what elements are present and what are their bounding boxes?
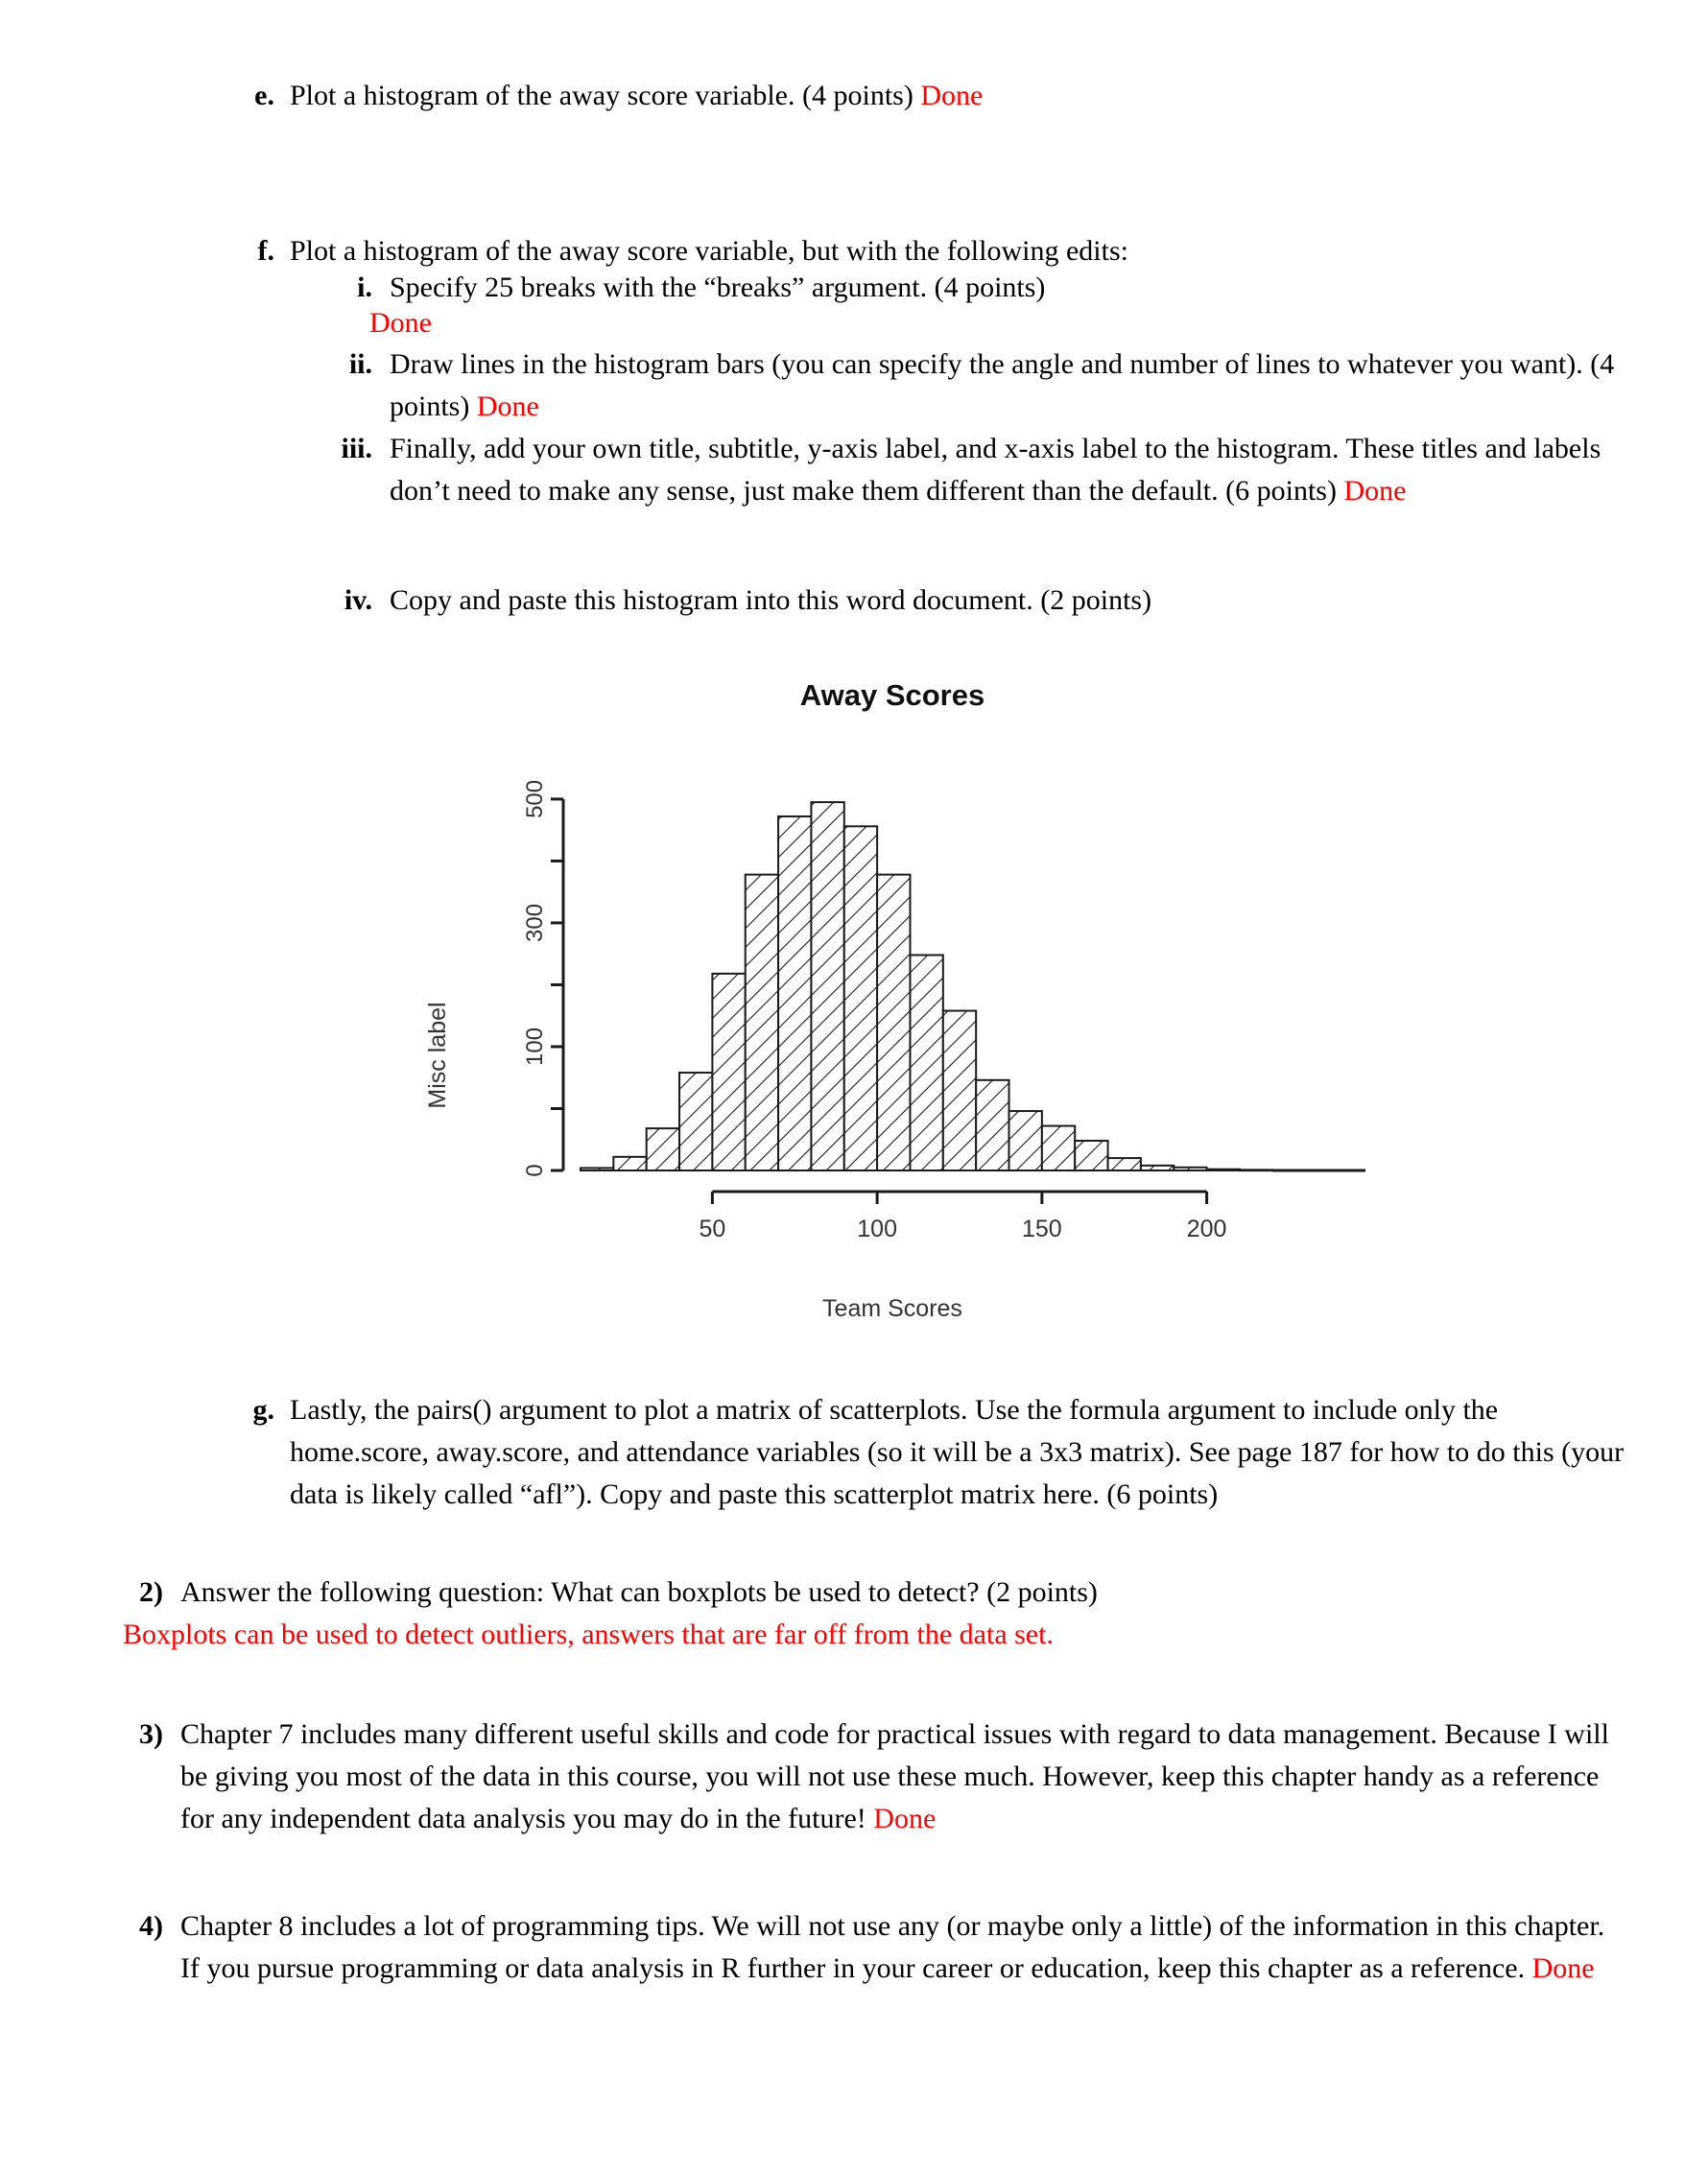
answer-f-iii: Done (1343, 475, 1407, 507)
list-text-4 (180, 1905, 1620, 1990)
histogram-bar (1042, 1126, 1075, 1170)
histogram-bar (712, 974, 745, 1170)
list-item-f-ii (317, 343, 1631, 428)
answer-f-i: Done (369, 307, 432, 339)
histogram-bar (613, 1157, 646, 1170)
answer-f-ii: Done (476, 390, 539, 422)
histogram-svg (413, 672, 1372, 1343)
histogram-bar (1141, 1166, 1174, 1170)
list-item-4 (123, 1905, 1639, 1990)
list-marker-f: f. (257, 235, 274, 267)
x-axis-tick-label: 100 (857, 1216, 897, 1242)
y-axis-tick-label: 0 (522, 1164, 548, 1177)
histogram-bar (811, 802, 843, 1170)
list-item-3 (123, 1713, 1639, 1840)
histogram-bar (877, 875, 910, 1170)
chart-y-axis-label: Misc label (424, 1002, 451, 1109)
x-axis-tick-label: 150 (1022, 1216, 1062, 1242)
histogram-bar (1108, 1158, 1141, 1170)
list-text-e-main: Plot a histogram of the away score variable. (4 points) (290, 80, 921, 111)
list-text-f: Plot a histogram of the away score variable, but with the following edits: (290, 235, 1128, 267)
list-item-2 (123, 1571, 1639, 1614)
list-marker-2: 2) (139, 1576, 163, 1608)
y-axis-tick-label: 100 (522, 1027, 548, 1066)
histogram-bar (943, 1011, 976, 1170)
answer-2: Boxplots can be used to detect outliers, answers that are far off from the data set. (123, 1619, 1054, 1650)
list-marker-e: e. (254, 80, 274, 111)
list-text-4-main: Chapter 8 includes a lot of programming tips. We will not use any (or maybe only a little) of the information in this chapter. If you pursue programming or data analysis in R further in your career or education, keep this chapter as a reference. (180, 1910, 1605, 1984)
list-marker-f-i: i. (357, 272, 372, 303)
histogram-bar (976, 1080, 1008, 1170)
list-text-g: Lastly, the pairs() argument to plot a matrix of scatterplots. Use the formula argument to include only the home.score, away.score, and attendance variables (so it will be a 3x3 matrix). See page 187 for how to do this (your data is likely called “afl”). Copy and paste this scatterplot matrix here. (6 points) (290, 1394, 1625, 1510)
answer-3: Done (873, 1803, 937, 1834)
answer-e: Done (920, 80, 984, 111)
list-item-f-iv (317, 579, 1631, 622)
histogram-bar (1075, 1141, 1107, 1170)
histogram-bar (679, 1073, 712, 1170)
list-marker-f-iii: iii. (341, 433, 372, 464)
histogram-bar (778, 816, 811, 1170)
list-item-e (230, 75, 1631, 117)
list-marker-g: g. (252, 1394, 274, 1426)
histogram-bar (910, 955, 942, 1170)
y-axis-tick-label: 500 (522, 779, 548, 818)
chart-x-axis-label: Team Scores (822, 1295, 962, 1322)
histogram-bar (581, 1168, 613, 1170)
list-marker-f-iv: iv. (344, 584, 372, 616)
list-item-f-i (317, 267, 1631, 309)
x-axis-tick-label: 200 (1186, 1216, 1227, 1242)
list-marker-4: 4) (139, 1910, 163, 1942)
list-marker-f-ii: ii. (348, 348, 372, 380)
list-item-g (230, 1389, 1631, 1516)
histogram-figure (413, 672, 1372, 1343)
histogram-bar (1174, 1168, 1206, 1170)
list-text-3 (180, 1713, 1620, 1840)
list-text-f-iv: Copy and paste this histogram into this word document. (2 points) (390, 584, 1152, 616)
list-text-e (290, 75, 1628, 117)
y-axis-tick-label: 300 (522, 903, 548, 942)
list-text-f-i: Specify 25 breaks with the “breaks” argument. (4 points) (390, 272, 1046, 303)
histogram-bar (746, 875, 778, 1170)
list-text-f-ii (390, 343, 1627, 428)
answer-4: Done (1531, 1952, 1595, 1984)
list-text-f-iii-main: Finally, add your own title, subtitle, y-axis label, and x-axis label to the histogram. These titles and labels don’t need to make any sense, just make them different than the default. (6 points) (390, 433, 1601, 507)
histogram-bar (1009, 1111, 1042, 1170)
histogram-bars (581, 802, 1365, 1170)
x-axis-tick-label: 50 (699, 1216, 726, 1242)
list-marker-3: 3) (139, 1718, 163, 1750)
list-text-f-ii-main: Draw lines in the histogram bars (you can specify the angle and number of lines to whatever you want). (4 points) (390, 348, 1615, 422)
list-item-f-iii (317, 428, 1631, 512)
list-text-2: Answer the following question: What can boxplots be used to detect? (2 points) (180, 1576, 1098, 1608)
list-text-f-iii (390, 428, 1627, 512)
histogram-bar (647, 1128, 679, 1170)
histogram-bar (844, 826, 877, 1170)
chart-title: Away Scores (799, 678, 985, 712)
list-text-3-main: Chapter 7 includes many different useful skills and code for practical issues with regard to data management. Because I will be giving you most of the data in this course, you will not use these much. However, keep this chapter handy as a reference for any independent data analysis you may do in the future! (180, 1718, 1609, 1834)
